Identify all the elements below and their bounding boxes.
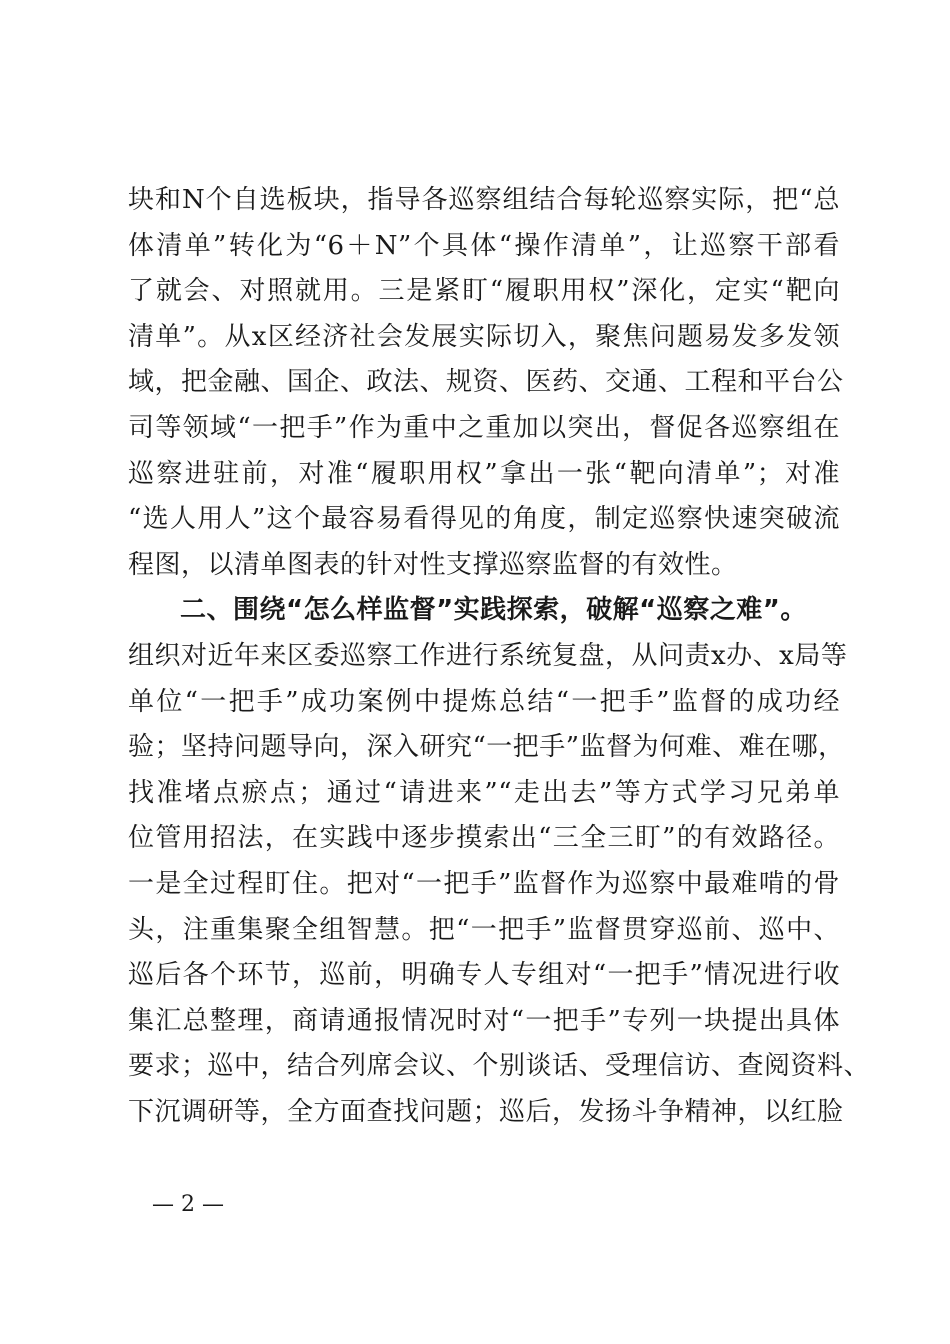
paragraph-line: 了就会、对照就用。三是紧盯“履职用权”深化，定实“靶向 (128, 276, 840, 307)
paragraph-line: 验；坚持问题导向，深入研究“一把手”监督为何难、难在哪， (128, 732, 845, 763)
paragraph-line: 一是全过程盯住。把对“一把手”监督作为巡察中最难啃的骨 (128, 868, 840, 899)
paragraph-line: 巡后各个环节，巡前，明确专人专组对“一把手”情况进行收 (128, 960, 840, 991)
paragraph-line: 巡察进驻前，对准“履职用权”拿出一张“靶向清单”；对准 (128, 458, 840, 489)
paragraph-line: 找准堵点瘀点；通过“请进来”“走出去”等方式学习兄弟单 (128, 777, 840, 808)
section-heading: 二、围绕“怎么样监督”实践探索，破解“巡察之难”。 (180, 595, 807, 626)
paragraph-line: 域，把金融、国企、政法、规资、医药、交通、工程和平台公 (128, 367, 844, 398)
paragraph-line: 要求；巡中，结合列席会议、个别谈话、受理信访、查阅资料、 (128, 1051, 871, 1082)
page-number: — 2 — (152, 1192, 224, 1217)
paragraph-line: 清单”。从x区经济社会发展实际切入，聚焦问题易发多发领 (128, 321, 840, 352)
paragraph-line: 下沉调研等，全方面查找问题；巡后，发扬斗争精神，以红脸 (128, 1096, 844, 1127)
paragraph-line: “选人用人”这个最容易看得见的角度，制定巡察快速突破流 (128, 504, 840, 535)
paragraph-line: 单位“一把手”成功案例中提炼总结“一把手”监督的成功经 (128, 686, 840, 717)
paragraph-line: 司等领域“一把手”作为重中之重加以突出，督促各巡察组在 (128, 412, 840, 443)
paragraph-line: 体清单”转化为“6＋N”个具体“操作清单”，让巡察干部看 (128, 230, 840, 261)
paragraph-line: 组织对近年来区委巡察工作进行系统复盘，从问责x办、x局等 (128, 640, 848, 671)
paragraph-line: 头，注重集聚全组智慧。把“一把手”监督贯穿巡前、巡中、 (128, 914, 840, 945)
paragraph-line: 块和N个自选板块，指导各巡察组结合每轮巡察实际，把“总 (128, 185, 840, 215)
paragraph-line: 程图，以清单图表的针对性支撑巡察监督的有效性。 (128, 549, 738, 580)
paragraph-line: 集汇总整理，商请通报情况时对“一把手”专列一块提出具体 (128, 1005, 840, 1036)
body-text (128, 178, 871, 1135)
paragraph-line: 位管用招法，在实践中逐步摸索出“三全三盯”的有效路径。 (128, 823, 840, 854)
